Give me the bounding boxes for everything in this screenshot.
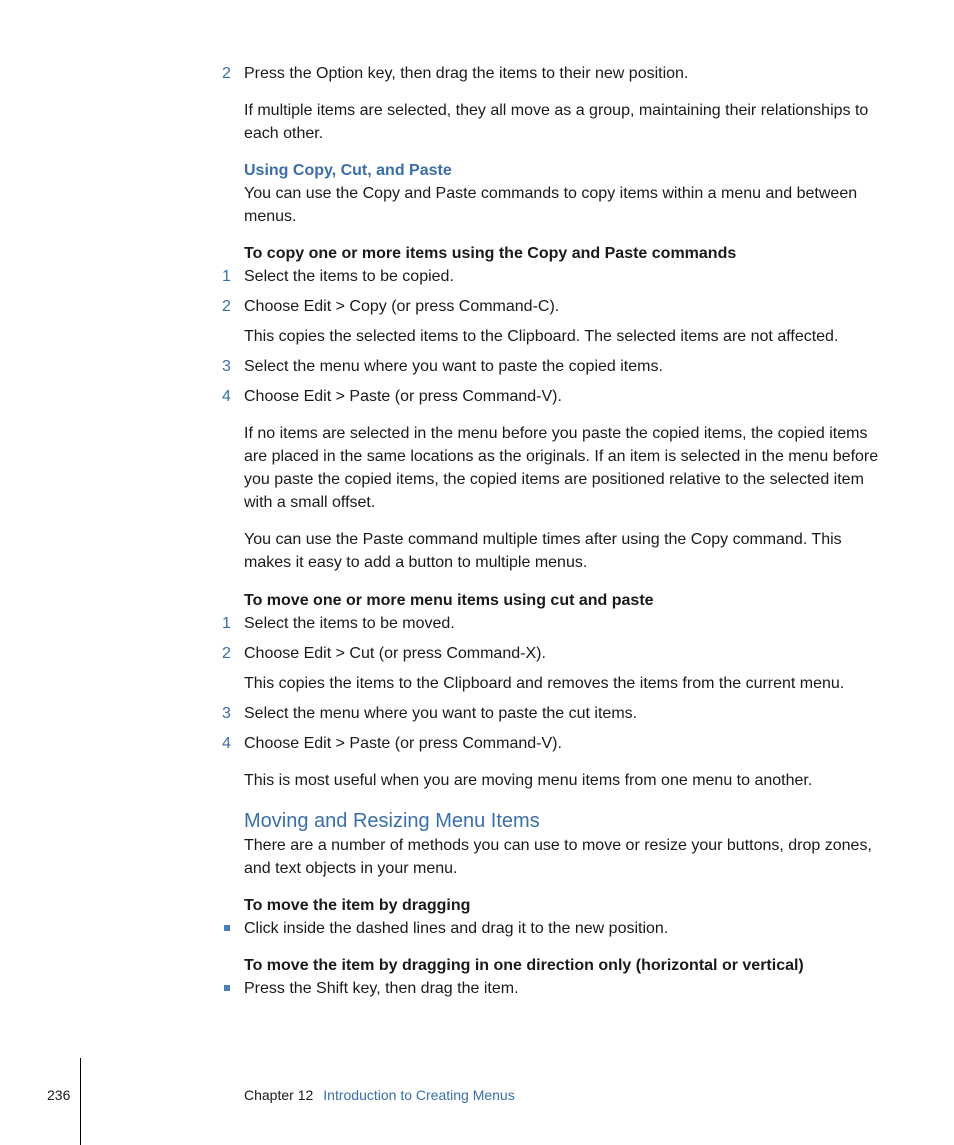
step-text: Select the items to be moved.	[244, 615, 455, 632]
step-text: Choose Edit > Copy (or press Command-C).	[244, 298, 560, 315]
bullet-text: Press the Shift key, then drag the item.	[244, 980, 519, 997]
footer-chapter	[244, 1086, 515, 1104]
bullet-icon	[224, 985, 230, 991]
footer-divider	[80, 1058, 81, 1145]
step-text: Select the items to be copied.	[244, 268, 454, 285]
step-text: Choose Edit > Paste (or press Command-V).	[244, 388, 562, 405]
step-note: This copies the items to the Clipboard and removes the items from the current menu.	[244, 675, 845, 692]
step-text: Choose Edit > Paste (or press Command-V).	[244, 735, 562, 752]
step-text: Choose Edit > Cut (or press Command-X).	[244, 645, 546, 662]
section-heading: Moving and Resizing Menu Items	[244, 810, 540, 832]
chapter-title-link[interactable]: Introduction to Creating Menus	[323, 1087, 515, 1103]
chapter-label: Chapter 12	[244, 1087, 314, 1103]
step-number: 4	[222, 388, 231, 405]
page-number: 236	[47, 1087, 71, 1103]
paragraph: This is most useful when you are moving menu items from one menu to another.	[244, 772, 813, 789]
step-text: Select the menu where you want to paste the cut items.	[244, 705, 638, 722]
paragraph: If no items are selected in the menu before you paste the copied items, the copied items are placed in the same locations as the originals. If an item is selected in the menu before you paste the copied items, the copied items are positioned relative to the selected item with a small offset.	[244, 425, 879, 511]
paragraph: There are a number of methods you can use to move or resize your buttons, drop zones, and text objects in your menu.	[244, 837, 872, 877]
paragraph: If multiple items are selected, they all move as a group, maintaining their relationships to each other.	[244, 102, 869, 142]
step-text: Press the Option key, then drag the items to their new position.	[244, 65, 689, 82]
step-number: 2	[222, 298, 231, 315]
paragraph: You can use the Paste command multiple times after using the Copy command. This makes it easy to add a button to multiple menus.	[244, 531, 842, 571]
step-number: 4	[222, 735, 231, 752]
task-title: To move the item by dragging	[244, 897, 471, 914]
step-text: Select the menu where you want to paste the copied items.	[244, 358, 663, 375]
step-number: 1	[222, 615, 231, 632]
paragraph: You can use the Copy and Paste commands to copy items within a menu and between menus.	[244, 185, 858, 225]
step-number: 3	[222, 358, 231, 375]
bullet-icon	[224, 925, 230, 931]
task-title: To move one or more menu items using cut and paste	[244, 592, 654, 609]
step-number: 3	[222, 705, 231, 722]
step-number: 1	[222, 268, 231, 285]
step-number: 2	[222, 65, 231, 82]
bullet-text: Click inside the dashed lines and drag it to the new position.	[244, 920, 669, 937]
task-title: To move the item by dragging in one direction only (horizontal or vertical)	[244, 957, 804, 974]
step-number: 2	[222, 645, 231, 662]
subsection-heading: Using Copy, Cut, and Paste	[244, 162, 452, 179]
step-note: This copies the selected items to the Clipboard. The selected items are not affected.	[244, 328, 839, 345]
task-title: To copy one or more items using the Copy and Paste commands	[244, 245, 737, 262]
